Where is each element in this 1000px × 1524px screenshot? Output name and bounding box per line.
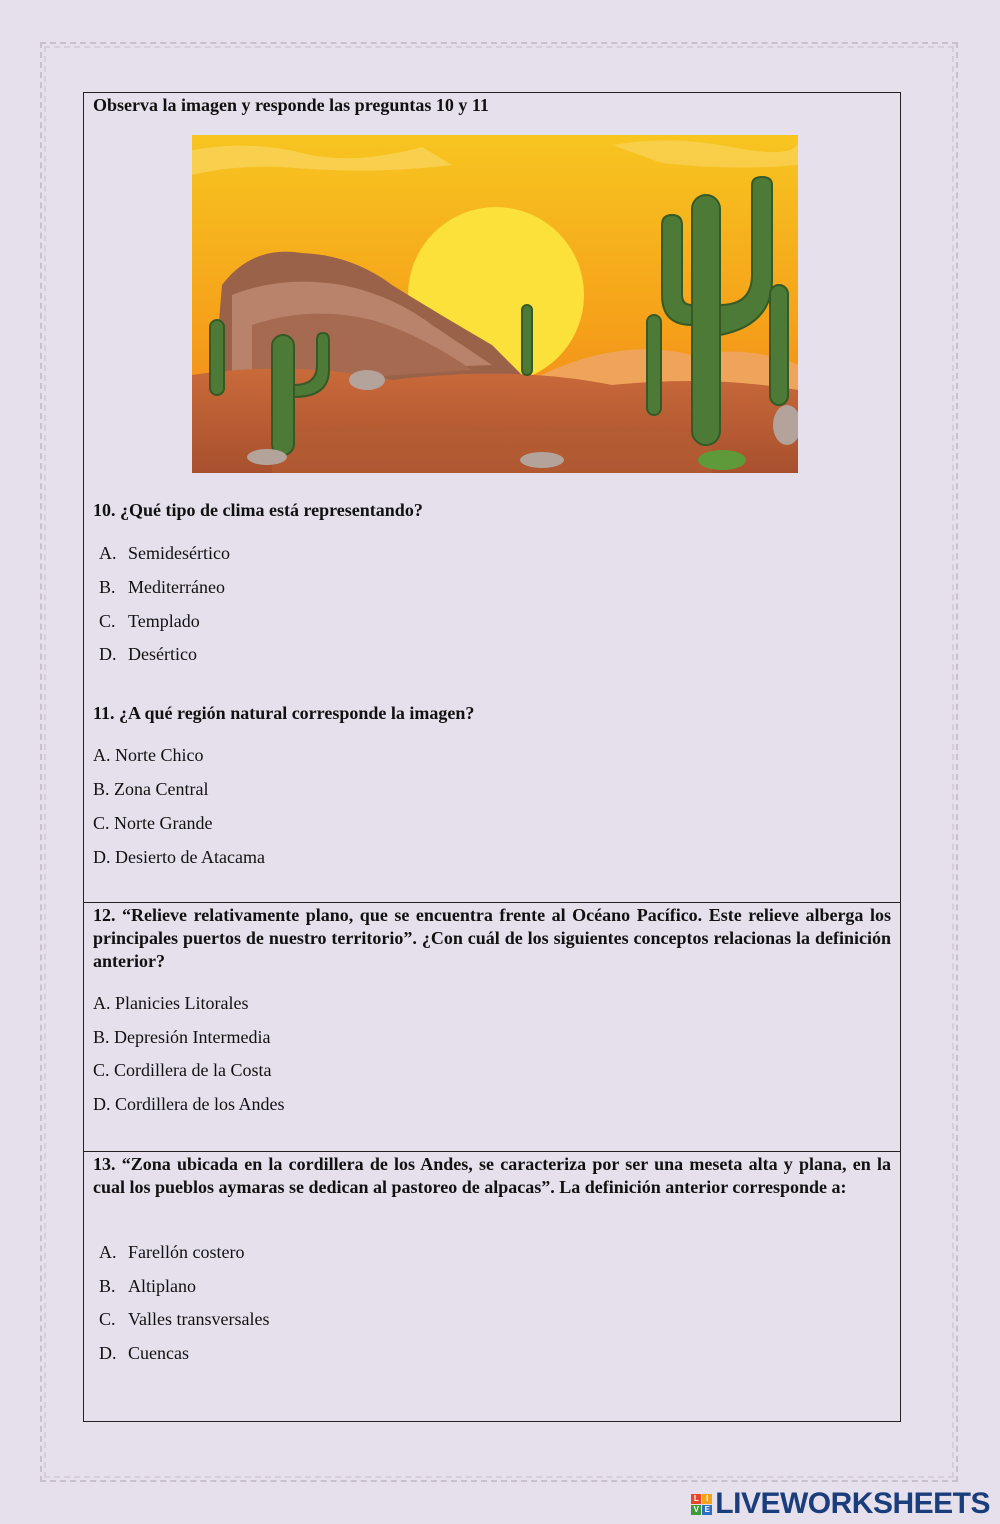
question-12-option-d[interactable]: D. Cordillera de los Andes	[93, 1094, 285, 1114]
question-box-12	[83, 902, 901, 1152]
question-11-option-c[interactable]: C. Norte Grande	[93, 813, 213, 833]
instruction-text: Observa la imagen y responde las preguntas 10 y 11	[93, 95, 489, 115]
desert-illustration	[192, 135, 798, 473]
question-10-option-d[interactable]: D. Desértico	[99, 644, 197, 664]
question-box-13	[83, 1151, 901, 1422]
question-12-option-c[interactable]: C. Cordillera de la Costa	[93, 1060, 272, 1080]
question-11-option-a[interactable]: A. Norte Chico	[93, 745, 204, 765]
question-12-option-a[interactable]: A. Planicies Litorales	[93, 993, 249, 1013]
question-10-option-a[interactable]: A. Semidesértico	[99, 543, 230, 563]
question-11-title: 11. ¿A qué región natural corresponde la imagen?	[93, 703, 475, 723]
question-10-title: 10. ¿Qué tipo de clima está representando?	[93, 500, 423, 520]
question-13-option-b[interactable]: B. Altiplano	[99, 1276, 196, 1296]
brand-logo-icon: L I V E	[691, 1494, 712, 1515]
question-13-option-a[interactable]: A. Farellón costero	[99, 1242, 245, 1262]
question-13-option-d[interactable]: D. Cuencas	[99, 1343, 189, 1363]
question-11-option-d[interactable]: D. Desierto de Atacama	[93, 847, 265, 867]
question-13-option-c[interactable]: C. Valles transversales	[99, 1309, 270, 1329]
question-13-title: 13. “Zona ubicada en la cordillera de los Andes, se caracteriza por ser una meseta alta y plana, en la cual los pueblos aymaras se dedican al pastoreo de alpacas”. La definición anterior corresponde a:	[93, 1154, 891, 1197]
brand-name: LIVEWORKSHEETS	[715, 1487, 990, 1520]
liveworksheets-logo[interactable]	[691, 1488, 990, 1520]
question-10-option-c[interactable]: C. Templado	[99, 611, 200, 631]
question-12-option-b[interactable]: B. Depresión Intermedia	[93, 1027, 271, 1047]
question-12-title: 12. “Relieve relativamente plano, que se encuentra frente al Océano Pacífico. Este relieve alberga los principales puertos de nuestro territorio”. ¿Con cuál de los siguientes conceptos relacionas la definición anterior?	[93, 905, 891, 971]
question-11-option-b[interactable]: B. Zona Central	[93, 779, 209, 799]
question-box-10-11	[83, 92, 901, 903]
question-10-option-b[interactable]: B. Mediterráneo	[99, 577, 225, 597]
